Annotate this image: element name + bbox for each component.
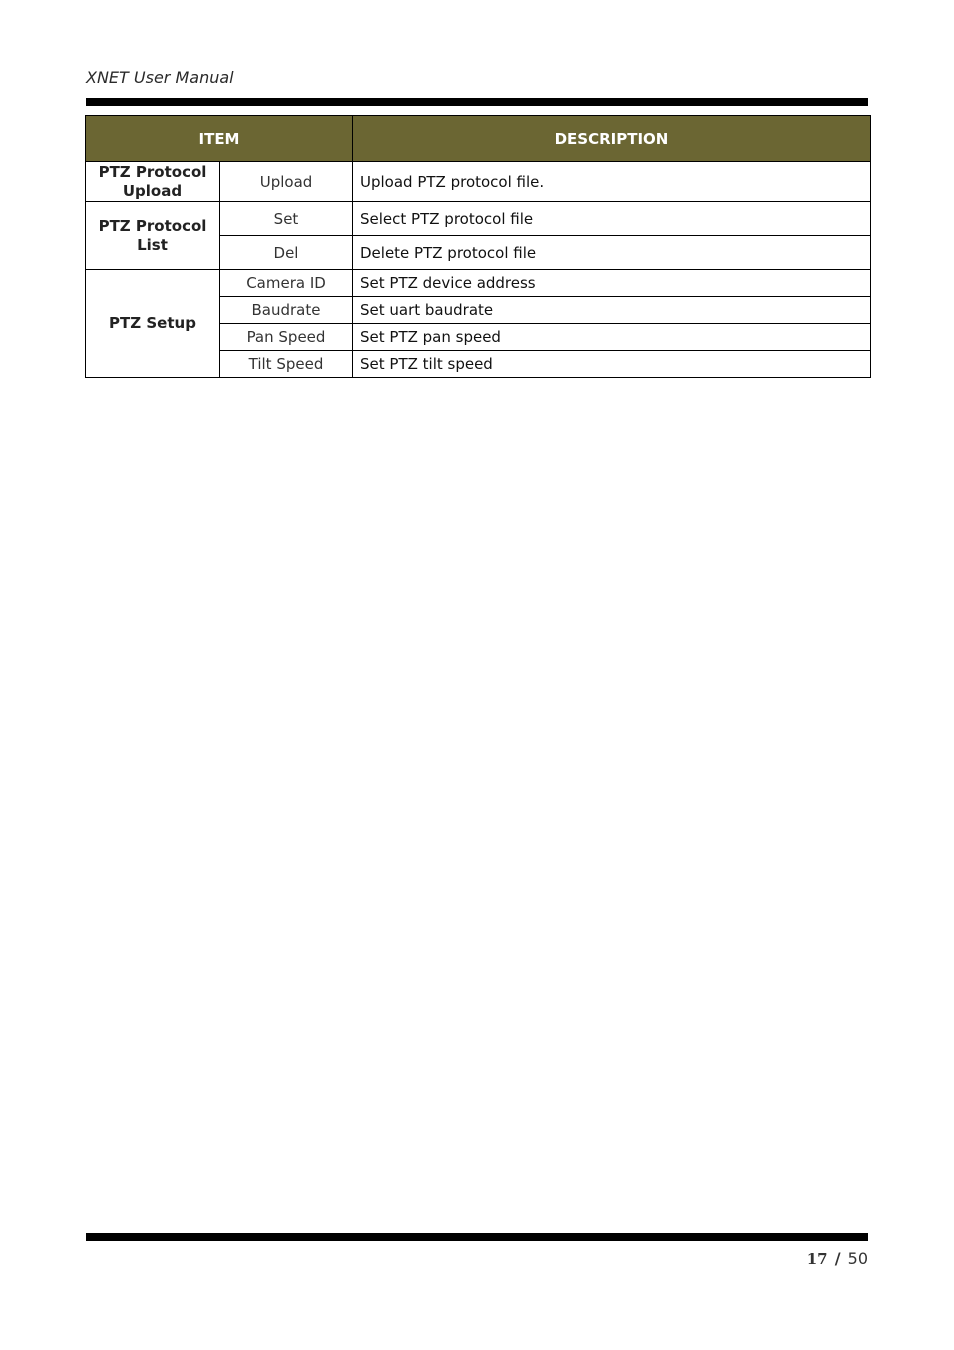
group-cell-ptz-protocol-upload (86, 162, 220, 202)
description-cell: Set PTZ pan speed (353, 324, 871, 351)
description-cell: Delete PTZ protocol file (353, 236, 871, 270)
group-cell-ptz-protocol-list (86, 202, 220, 270)
group-cell-ptz-setup: PTZ Setup (86, 270, 220, 378)
item-cell: Tilt Speed (220, 351, 353, 378)
item-cell: Del (220, 236, 353, 270)
column-header-item: ITEM (86, 116, 353, 162)
page-total: 50 (847, 1249, 868, 1268)
table-row (86, 202, 871, 236)
description-cell: Set PTZ device address (353, 270, 871, 297)
item-cell: Set (220, 202, 353, 236)
table-row (86, 162, 871, 202)
table-header-row (86, 116, 871, 162)
document-header-title: XNET User Manual (86, 68, 234, 87)
column-header-description: DESCRIPTION (353, 116, 871, 162)
table-row (86, 270, 871, 297)
item-cell: Camera ID (220, 270, 353, 297)
group-label-line: List (137, 235, 168, 254)
group-label-line: PTZ Protocol (98, 162, 207, 181)
page-separator: / (834, 1249, 841, 1268)
description-cell: Upload PTZ protocol file. (353, 162, 871, 202)
item-cell: Upload (220, 162, 353, 202)
header-rule (86, 98, 868, 106)
page-current: 17 (806, 1250, 828, 1268)
ptz-settings-table (85, 115, 871, 378)
group-label-line: PTZ Protocol (98, 216, 207, 235)
description-cell: Set uart baudrate (353, 297, 871, 324)
group-label-line: Upload (122, 181, 183, 200)
description-cell: Select PTZ protocol file (353, 202, 871, 236)
description-cell: Set PTZ tilt speed (353, 351, 871, 378)
page-number (807, 1249, 868, 1268)
item-cell: Pan Speed (220, 324, 353, 351)
item-cell: Baudrate (220, 297, 353, 324)
footer-rule (86, 1233, 868, 1241)
